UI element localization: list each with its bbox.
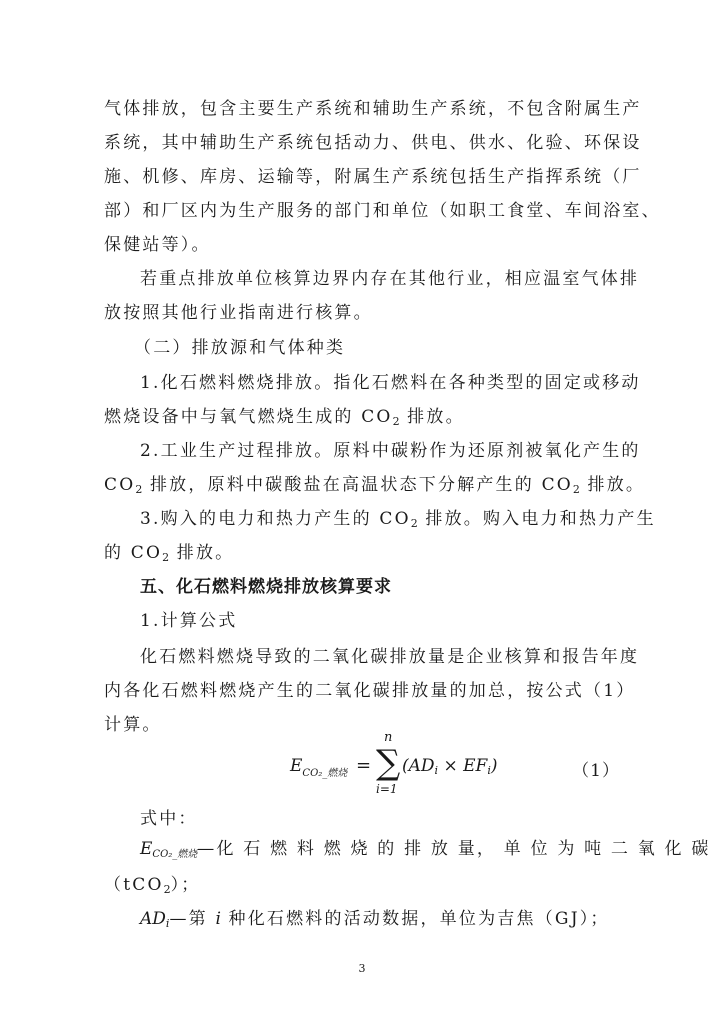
paragraph-line: 2.工业生产过程排放。原料中碳粉作为还原剂被氧化产生的	[140, 441, 641, 461]
subsection-heading: 1.计算公式	[140, 611, 238, 631]
paragraph-line: 放按照其他行业指南进行核算。	[104, 303, 373, 323]
definition-line: $E_{CO_2\_燃烧}—$化 石 燃 料 燃 烧 的 排 放 量， 单 位 为 吨 二 氧 化 碳	[140, 839, 711, 860]
paragraph-line: 1.化石燃料燃烧排放。指化石燃料在各种类型的固定或移动	[140, 373, 641, 393]
paragraph-line: $CO_2$ 排放，原料中碳酸盐在高温状态下分解产生的 $CO_2$ 排放。	[104, 475, 646, 496]
paragraph-line: 内各化石燃料燃烧产生的二氧化碳排放量的加总，按公式（1）	[104, 681, 636, 701]
where-label: 式中：	[140, 809, 198, 829]
paragraph-line: 化石燃料燃烧导致的二氧化碳排放量是企业核算和报告年度	[140, 647, 640, 667]
paragraph-line: 保健站等）。	[104, 235, 211, 255]
formula-body: $(AD_i \times EF_i)$	[402, 756, 498, 777]
formula-1	[290, 730, 630, 800]
page-number: 3	[358, 962, 366, 975]
paragraph-line: 施、机修、库房、运输等，附属生产系统包括生产指挥系统（厂	[104, 167, 642, 187]
paragraph-line: 计算。	[104, 715, 162, 735]
formula-equals: =	[356, 755, 372, 776]
definition-line: （tCO$_2$）；	[104, 875, 201, 896]
paragraph-line: 3.购入的电力和热力产生的 $CO_2$ 排放。购入电力和热力产生	[140, 509, 656, 530]
paragraph-line: 的 $CO_2$ 排放。	[104, 543, 235, 564]
formula-upper-limit: n	[384, 730, 393, 745]
formula-number: （1）	[572, 761, 620, 781]
formula-lhs: $E_{CO_2\_燃烧}$	[290, 756, 348, 779]
formula-lower-limit: i=1	[376, 782, 398, 796]
section-heading: 五、化石燃料燃烧排放核算要求	[140, 577, 392, 597]
paragraph-line: 燃烧设备中与氧气燃烧生成的 $CO_2$ 排放。	[104, 407, 465, 428]
definition-line: $AD_i—$第 i 种化石燃料的活动数据，单位为吉焦（GJ）；	[140, 909, 610, 930]
paragraph-line: 部）和厂区内为生产服务的部门和单位（如职工食堂、车间浴室、	[104, 201, 661, 221]
summation-icon: ∑	[376, 743, 401, 783]
paragraph-line: 若重点排放单位核算边界内存在其他行业，相应温室气体排	[140, 269, 640, 289]
section-heading: （二）排放源和气体种类	[134, 338, 346, 358]
paragraph-line: 气体排放，包含主要生产系统和辅助生产系统，不包含附属生产	[104, 99, 642, 119]
paragraph-line: 系统，其中辅助生产系统包括动力、供电、供水、化验、环保设	[104, 133, 642, 153]
